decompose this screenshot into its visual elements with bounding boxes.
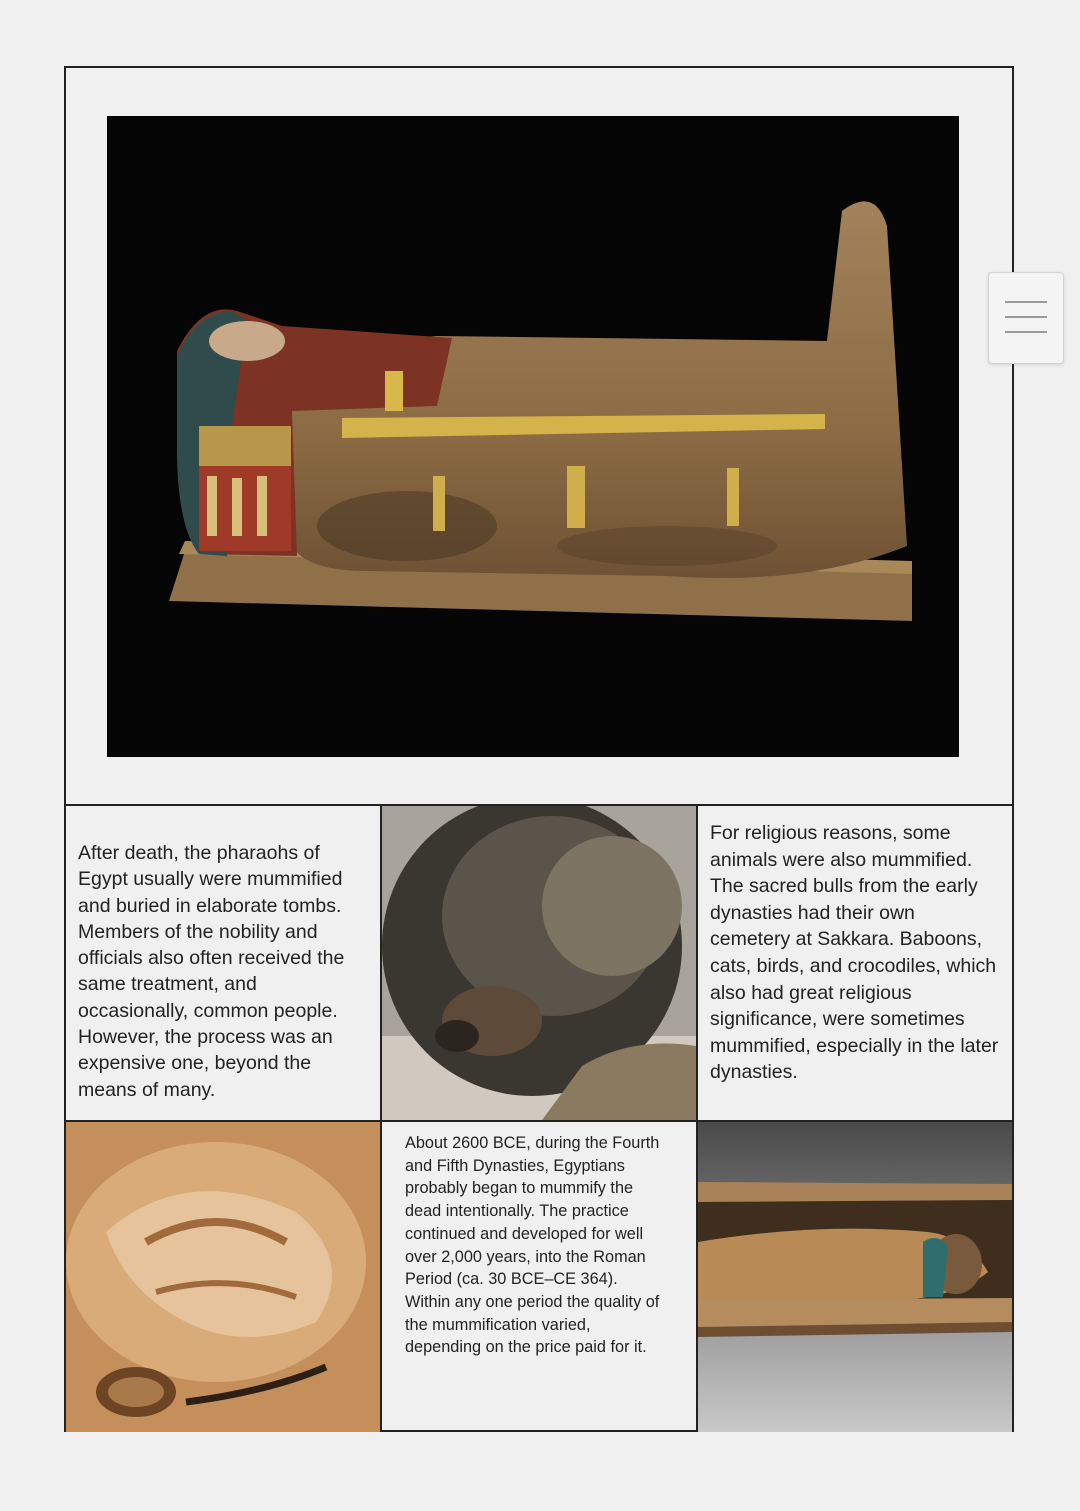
sarcophagus-photo — [107, 116, 959, 757]
excavated-mummy-photo — [66, 1122, 380, 1432]
pharaohs-paragraph — [66, 806, 380, 1120]
pharaohs-text: After death, the pharaohs of Egypt usually were mummified and buried in elaborate tombs. Members of the nobility and officials also often received the same treatment, and occasionally, common people. However, the process was an expensive one, beyond the means of many. — [78, 842, 345, 1101]
menu-button[interactable] — [988, 272, 1064, 364]
animals-paragraph — [698, 806, 1012, 1120]
animals-text: For religious reasons, some animals were also mummified. The sacred bulls from the early dynasties had their own cemetery at Sakkara. Baboons, cats, birds, and crocodiles, which also had great religious significance, were sometimes mummified, especially in the later dynasties. — [710, 822, 999, 1084]
history-paragraph — [382, 1122, 696, 1432]
article-frame — [64, 66, 1014, 1432]
history-text: About 2600 BCE, during the Fourth and Fifth Dynasties, Egyptians probably began to mummify the dead intentionally. The practice continued and developed for well over 2,000 years, into the Roman Period (ca. 30 BCE–CE 364). Within any one period the quality of the mummification varied, depending on the price paid for it. — [405, 1134, 660, 1357]
mummy-head-photo — [382, 806, 696, 1120]
mummy-in-coffin-photo — [698, 1122, 1012, 1432]
